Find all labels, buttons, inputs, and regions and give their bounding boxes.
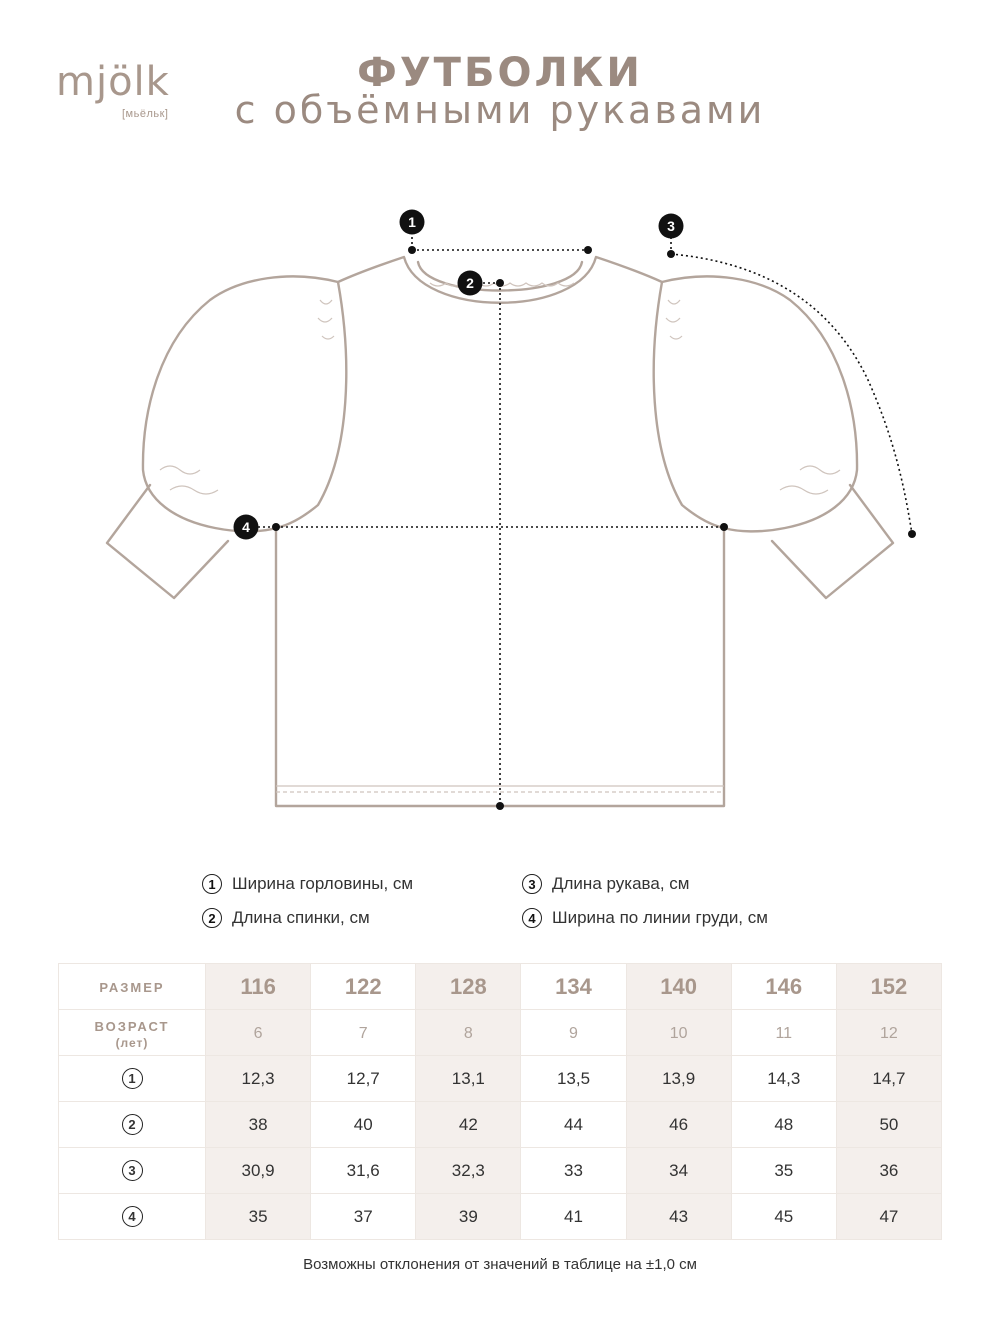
age-cell: 11 [731, 1010, 836, 1056]
row-number: 1 [59, 1056, 206, 1102]
age-header: ВОЗРАСТ (лет) [59, 1010, 206, 1056]
size-cell: 146 [731, 964, 836, 1010]
right-cuff-outline [772, 485, 893, 598]
value-cell: 31,6 [311, 1148, 416, 1194]
value-cell: 42 [416, 1102, 521, 1148]
measurement-row-4 [59, 1194, 942, 1240]
value-cell: 14,3 [731, 1056, 836, 1102]
size-cell: 128 [416, 964, 521, 1010]
value-cell: 30,9 [206, 1148, 311, 1194]
value-cell: 39 [416, 1194, 521, 1240]
brand-transcription: [мьёльк] [122, 108, 169, 120]
measurement-row-1 [59, 1056, 942, 1102]
value-cell: 50 [836, 1102, 941, 1148]
value-cell: 12,3 [206, 1056, 311, 1102]
legend-label: Длина спинки, см [232, 908, 370, 927]
value-cell: 36 [836, 1148, 941, 1194]
legend-label: Ширина по линии груди, см [552, 908, 768, 927]
value-cell: 44 [521, 1102, 626, 1148]
legend-item-1 [202, 874, 413, 894]
value-cell: 12,7 [311, 1056, 416, 1102]
value-cell: 34 [626, 1148, 731, 1194]
measurement-row-2 [59, 1102, 942, 1148]
value-cell: 32,3 [416, 1148, 521, 1194]
svg-text:3: 3 [667, 218, 675, 234]
marker-1 [400, 210, 425, 235]
page-title: ФУТБОЛКИ [357, 50, 643, 96]
value-cell: 46 [626, 1102, 731, 1148]
legend-label: Ширина горловины, см [232, 874, 414, 893]
tolerance-footnote: Возможны отклонения от значений в таблице на ±1,0 см [303, 1256, 697, 1273]
svg-text:4: 4 [242, 519, 250, 535]
age-cell: 12 [836, 1010, 941, 1056]
value-cell: 48 [731, 1102, 836, 1148]
legend-item-2 [202, 908, 370, 928]
right-sleeve-outline [662, 276, 857, 531]
measurement-legend [200, 872, 840, 942]
size-cell: 116 [206, 964, 311, 1010]
marker-2 [458, 271, 483, 296]
legend-label: Длина рукава, см [552, 874, 690, 893]
svg-text:2: 2 [466, 275, 474, 291]
value-cell: 38 [206, 1102, 311, 1148]
page-subtitle: с объёмными рукавами [234, 88, 766, 132]
age-row [59, 1010, 942, 1056]
size-row [59, 964, 942, 1010]
size-cell: 140 [626, 964, 731, 1010]
size-header: РАЗМЕР [59, 964, 206, 1010]
left-cuff-outline [107, 485, 228, 598]
age-cell: 6 [206, 1010, 311, 1056]
measurement-row-3 [59, 1148, 942, 1194]
value-cell: 47 [836, 1194, 941, 1240]
marker-3 [659, 214, 684, 239]
legend-number-badge: 1 [202, 874, 222, 894]
age-cell: 10 [626, 1010, 731, 1056]
size-cell: 134 [521, 964, 626, 1010]
value-cell: 33 [521, 1148, 626, 1194]
legend-number-badge: 4 [522, 908, 542, 928]
left-sleeve-outline [143, 276, 338, 531]
size-table [58, 963, 942, 1240]
value-cell: 13,1 [416, 1056, 521, 1102]
age-cell: 7 [311, 1010, 416, 1056]
age-cell: 9 [521, 1010, 626, 1056]
legend-item-4 [522, 908, 768, 928]
value-cell: 13,5 [521, 1056, 626, 1102]
marker-4 [234, 515, 259, 540]
row-number: 2 [59, 1102, 206, 1148]
row-number: 3 [59, 1148, 206, 1194]
value-cell: 14,7 [836, 1056, 941, 1102]
legend-number-badge: 3 [522, 874, 542, 894]
value-cell: 45 [731, 1194, 836, 1240]
value-cell: 13,9 [626, 1056, 731, 1102]
legend-item-3 [522, 874, 689, 894]
svg-text:1: 1 [408, 214, 416, 230]
legend-number-badge: 2 [202, 908, 222, 928]
value-cell: 41 [521, 1194, 626, 1240]
brand-name: mjölk [56, 59, 170, 105]
value-cell: 35 [731, 1148, 836, 1194]
row-number: 4 [59, 1194, 206, 1240]
value-cell: 35 [206, 1194, 311, 1240]
size-cell: 152 [836, 964, 941, 1010]
value-cell: 40 [311, 1102, 416, 1148]
value-cell: 37 [311, 1194, 416, 1240]
value-cell: 43 [626, 1194, 731, 1240]
age-cell: 8 [416, 1010, 521, 1056]
size-cell: 122 [311, 964, 416, 1010]
